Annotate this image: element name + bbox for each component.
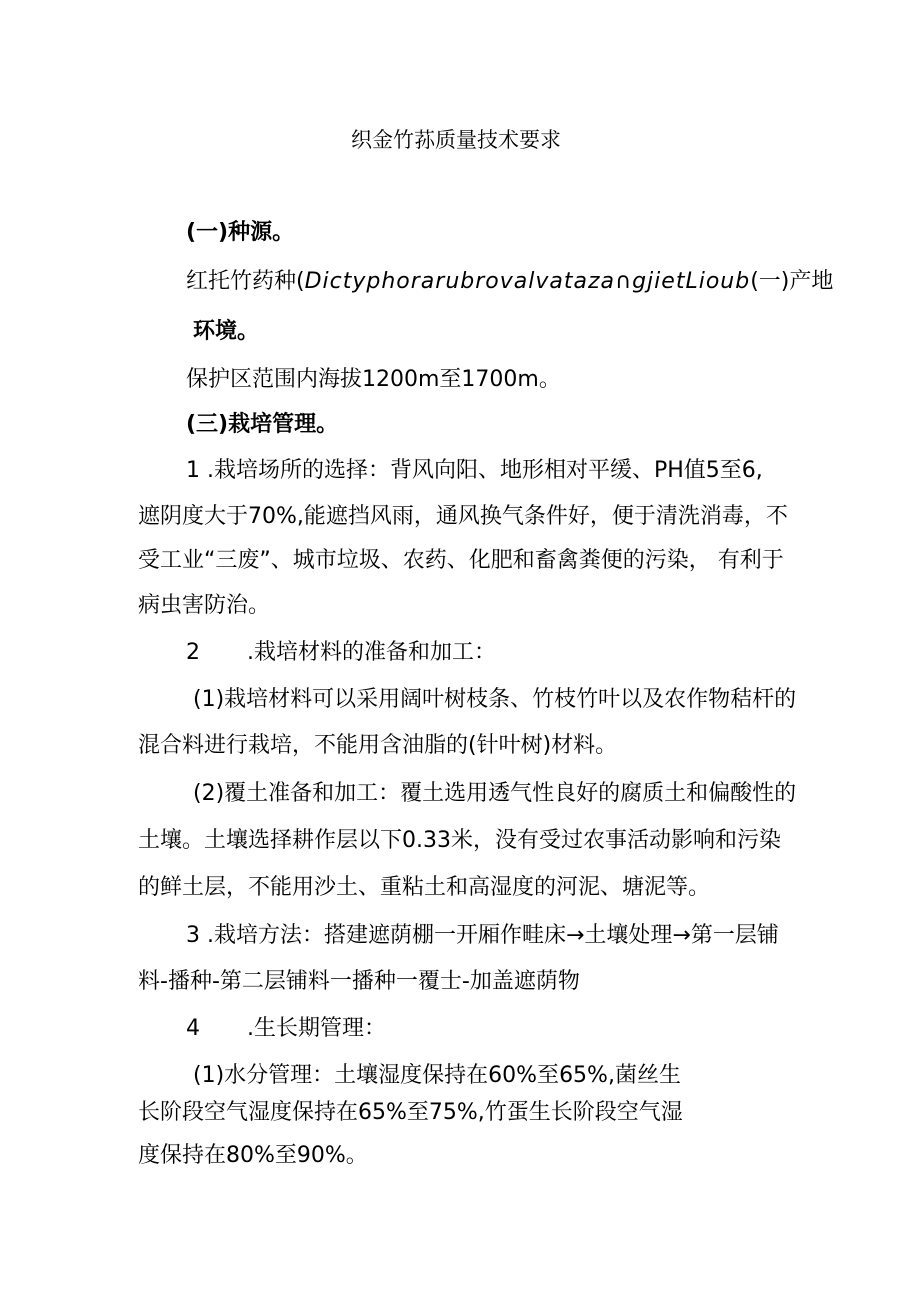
item-1-line-2: 遮阴度大于70%,能遮挡风雨，通风换气条件好，便于清洗消毒，不 <box>138 504 788 529</box>
item-2-sub-1-line-2: 混合料进行栽培，不能用含油脂的(针叶树)材料。 <box>138 733 618 758</box>
section-1-heading: (一)种源。 <box>186 220 295 245</box>
item-1-line-3: 受工业“三废”、城市垃圾、农药、化肥和畜禽粪便的污染， 有利于 <box>138 548 784 573</box>
item-1-line-4: 病虫害防治。 <box>138 593 271 618</box>
item-2-sub-2-line-1: (2)覆土准备和加工：覆土选用透气性良好的腐质土和偏酸性的 <box>193 781 797 806</box>
environment-heading: 环境。 <box>193 319 260 344</box>
item-4-sub-1-line-3: 度保持在80%至90%。 <box>138 1143 368 1168</box>
item-2-title: .栽培材料的准备和加工： <box>247 640 496 665</box>
item-4-sub-1-line-2: 长阶段空气湿度保持在65%至75%,竹蛋生长阶段空气湿 <box>138 1100 683 1125</box>
item-2-number: 2 <box>186 640 200 665</box>
item-4-sub-1-line-1: (1)水分管理：土壤湿度保持在60%至65%,菌丝生 <box>193 1063 681 1088</box>
item-2-sub-2-line-2: 土壤。土壤选择耕作层以下0.33米，没有受过农事活动影响和污染 <box>138 828 781 853</box>
item-4-title: .生长期管理： <box>247 1016 386 1041</box>
item-4-number: 4 <box>186 1016 200 1041</box>
source-latin-name: Dictyphorarubrovalvataza∩gjietLioub <box>304 269 751 294</box>
item-2-sub-1-line-1: (1)栽培材料可以采用阔叶树枝条、竹枝竹叶以及农作物秸杆的 <box>193 687 797 712</box>
source-line <box>186 267 833 297</box>
section-3-heading: (三)栽培管理。 <box>186 412 339 437</box>
source-suffix: (一)产地 <box>750 269 834 294</box>
item-3-line-2: 料-播种-第二层铺料一播种一覆士-加盖遮荫物 <box>138 969 580 994</box>
item-3-line-1: 3 .栽培方法：搭建遮荫棚一开厢作畦床→土壤处理→第一层铺 <box>186 923 779 948</box>
item-2-sub-2-line-3: 的鲜土层，不能用沙土、重粘土和高湿度的河泥、塘泥等。 <box>138 875 711 900</box>
item-1-line-1: 1 .栽培场所的选择：背风向阳、地形相对平缓、PH值5至6, <box>186 458 763 483</box>
source-prefix: 红托竹药种( <box>186 269 305 294</box>
altitude-text: 保护区范围内海拔1200m至1700m。 <box>186 367 561 392</box>
document-title: 织金竹荪质量技术要求 <box>351 128 561 152</box>
